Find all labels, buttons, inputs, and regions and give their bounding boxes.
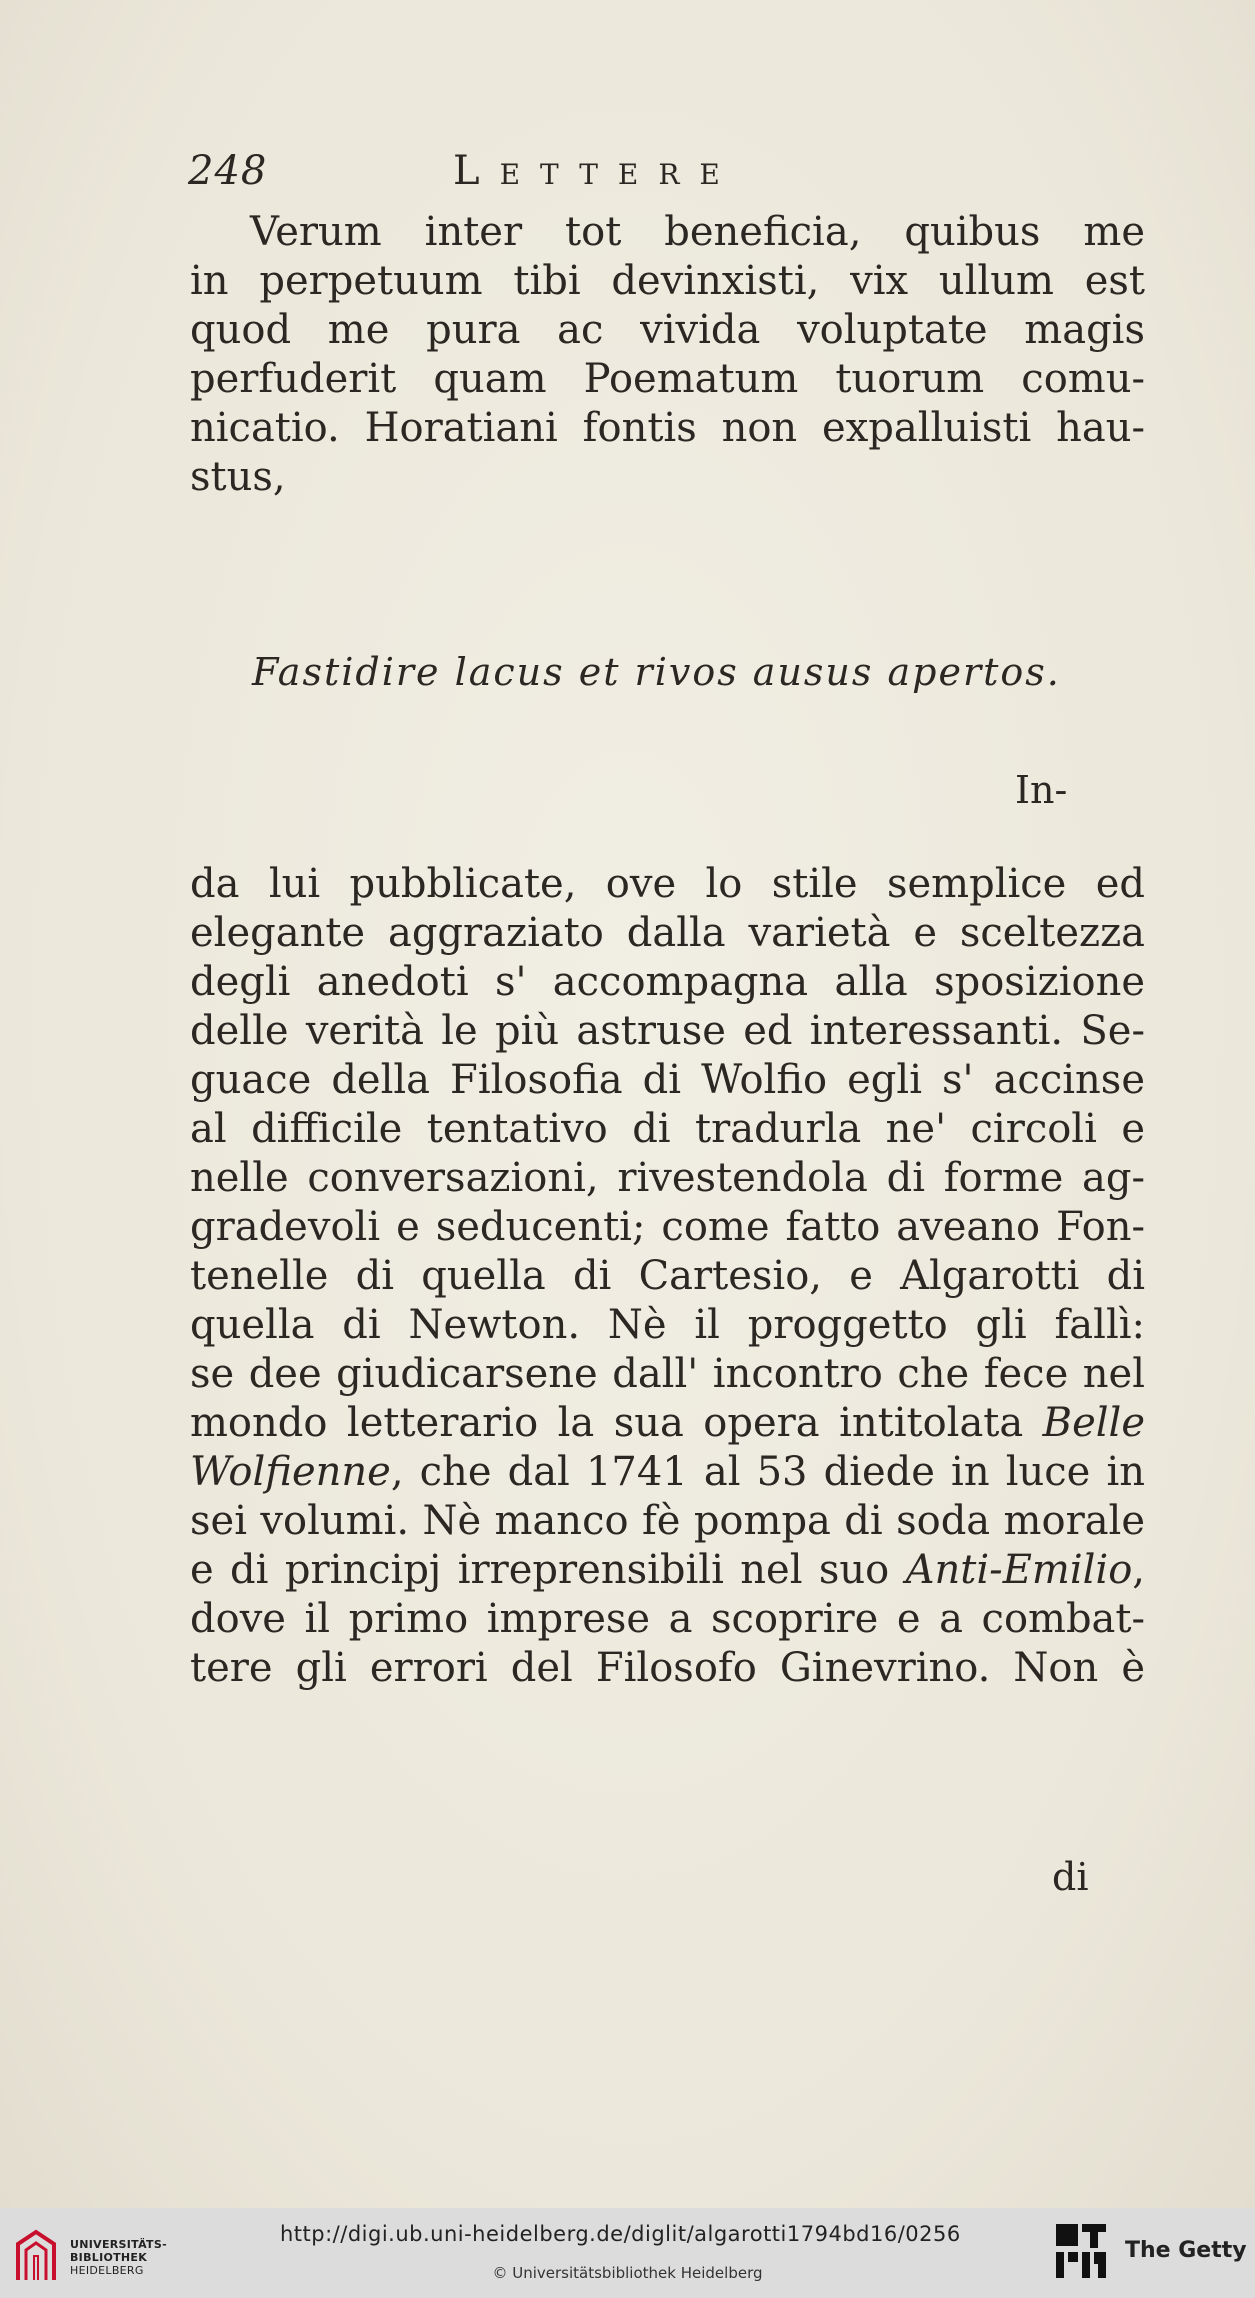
text-line: [190, 1399, 1145, 1448]
text-line: da lui pubblicate, ove lo stile semplice ed: [190, 861, 1145, 907]
horace-quote: Fastidire lacus et rivos ausus apertos.: [252, 650, 1061, 694]
text-line: al difficile tentativo di tradurla ne' circoli e: [190, 1106, 1145, 1152]
text-segment: e di principj irreprensibili nel suo: [190, 1547, 906, 1593]
text-line: quella di Newton. Nè il proggetto gli fallì:: [190, 1302, 1145, 1348]
getty-logo-icon[interactable]: [1052, 2220, 1112, 2286]
text-segment: ,: [1132, 1547, 1145, 1593]
text-line: sei volumi. Nè manco fè pompa di soda morale: [190, 1498, 1145, 1544]
text-line: gradevoli e seducenti; come fatto aveano Fon-: [190, 1204, 1145, 1250]
source-url-link[interactable]: http://digi.ub.uni-heidelberg.de/diglit/algarotti1794bd16/0256: [280, 2222, 961, 2246]
italic-title: Wolfienne: [190, 1449, 391, 1495]
text-line: Verum inter tot beneficia, quibus me: [250, 209, 1145, 255]
italic-title: Anti-Emilio: [905, 1547, 1133, 1593]
text-line: elegante aggraziato dalla varietà e sceltezza: [190, 910, 1145, 956]
catchword: In-: [1015, 768, 1068, 812]
text-segment: mondo letterario la sua opera intitolata: [190, 1400, 1043, 1446]
running-title: Lettere: [453, 148, 740, 194]
text-line: se dee giudicarsene dall' incontro che fece nel: [190, 1351, 1145, 1397]
text-line: nelle conversazioni, rivestendola di forme ag-: [190, 1155, 1145, 1201]
text-line: quod me pura ac vivida voluptate magis: [190, 307, 1145, 353]
text-line: delle verità le più astruse ed interessanti. Se-: [190, 1008, 1145, 1054]
italic-title: Belle: [1042, 1400, 1145, 1446]
getty-name: The Getty: [1125, 2238, 1247, 2263]
page-header: [188, 148, 1188, 200]
text-line: perfuderit quam Poematum tuorum comu-: [190, 356, 1145, 402]
text-line: [190, 1546, 1145, 1595]
copyright-notice: © Universitätsbibliothek Heidelberg: [492, 2264, 763, 2282]
text-line: in perpetuum tibi devinxisti, vix ullum est: [190, 258, 1145, 304]
viewer-footer: [0, 2208, 1255, 2298]
latin-passage: [190, 208, 1145, 502]
text-segment: , che dal 1741 al 53 diede in luce in: [390, 1449, 1145, 1495]
catchword: di: [1052, 1855, 1089, 1899]
text-line: dove il primo imprese a scoprire e a combat-: [190, 1596, 1145, 1642]
text-line: tenelle di quella di Cartesio, e Algarotti di: [190, 1253, 1145, 1299]
text-line: [190, 1448, 1145, 1497]
library-name: UNIVERSITÄTS- BIBLIOTHEK HEIDELBERG: [70, 2238, 167, 2277]
page-number: 248: [188, 148, 268, 194]
text-line: guace della Filosofia di Wolfio egli s' accinse: [190, 1057, 1145, 1103]
text-line: nicatio. Horatiani fontis non expalluisti hau-: [190, 405, 1145, 451]
text-line: tere gli errori del Filosofo Ginevrino. Non è: [190, 1645, 1145, 1691]
italian-passage: [190, 860, 1145, 1693]
text-line: stus,: [190, 454, 286, 500]
text-line: degli anedoti s' accompagna alla sposizione: [190, 959, 1145, 1005]
